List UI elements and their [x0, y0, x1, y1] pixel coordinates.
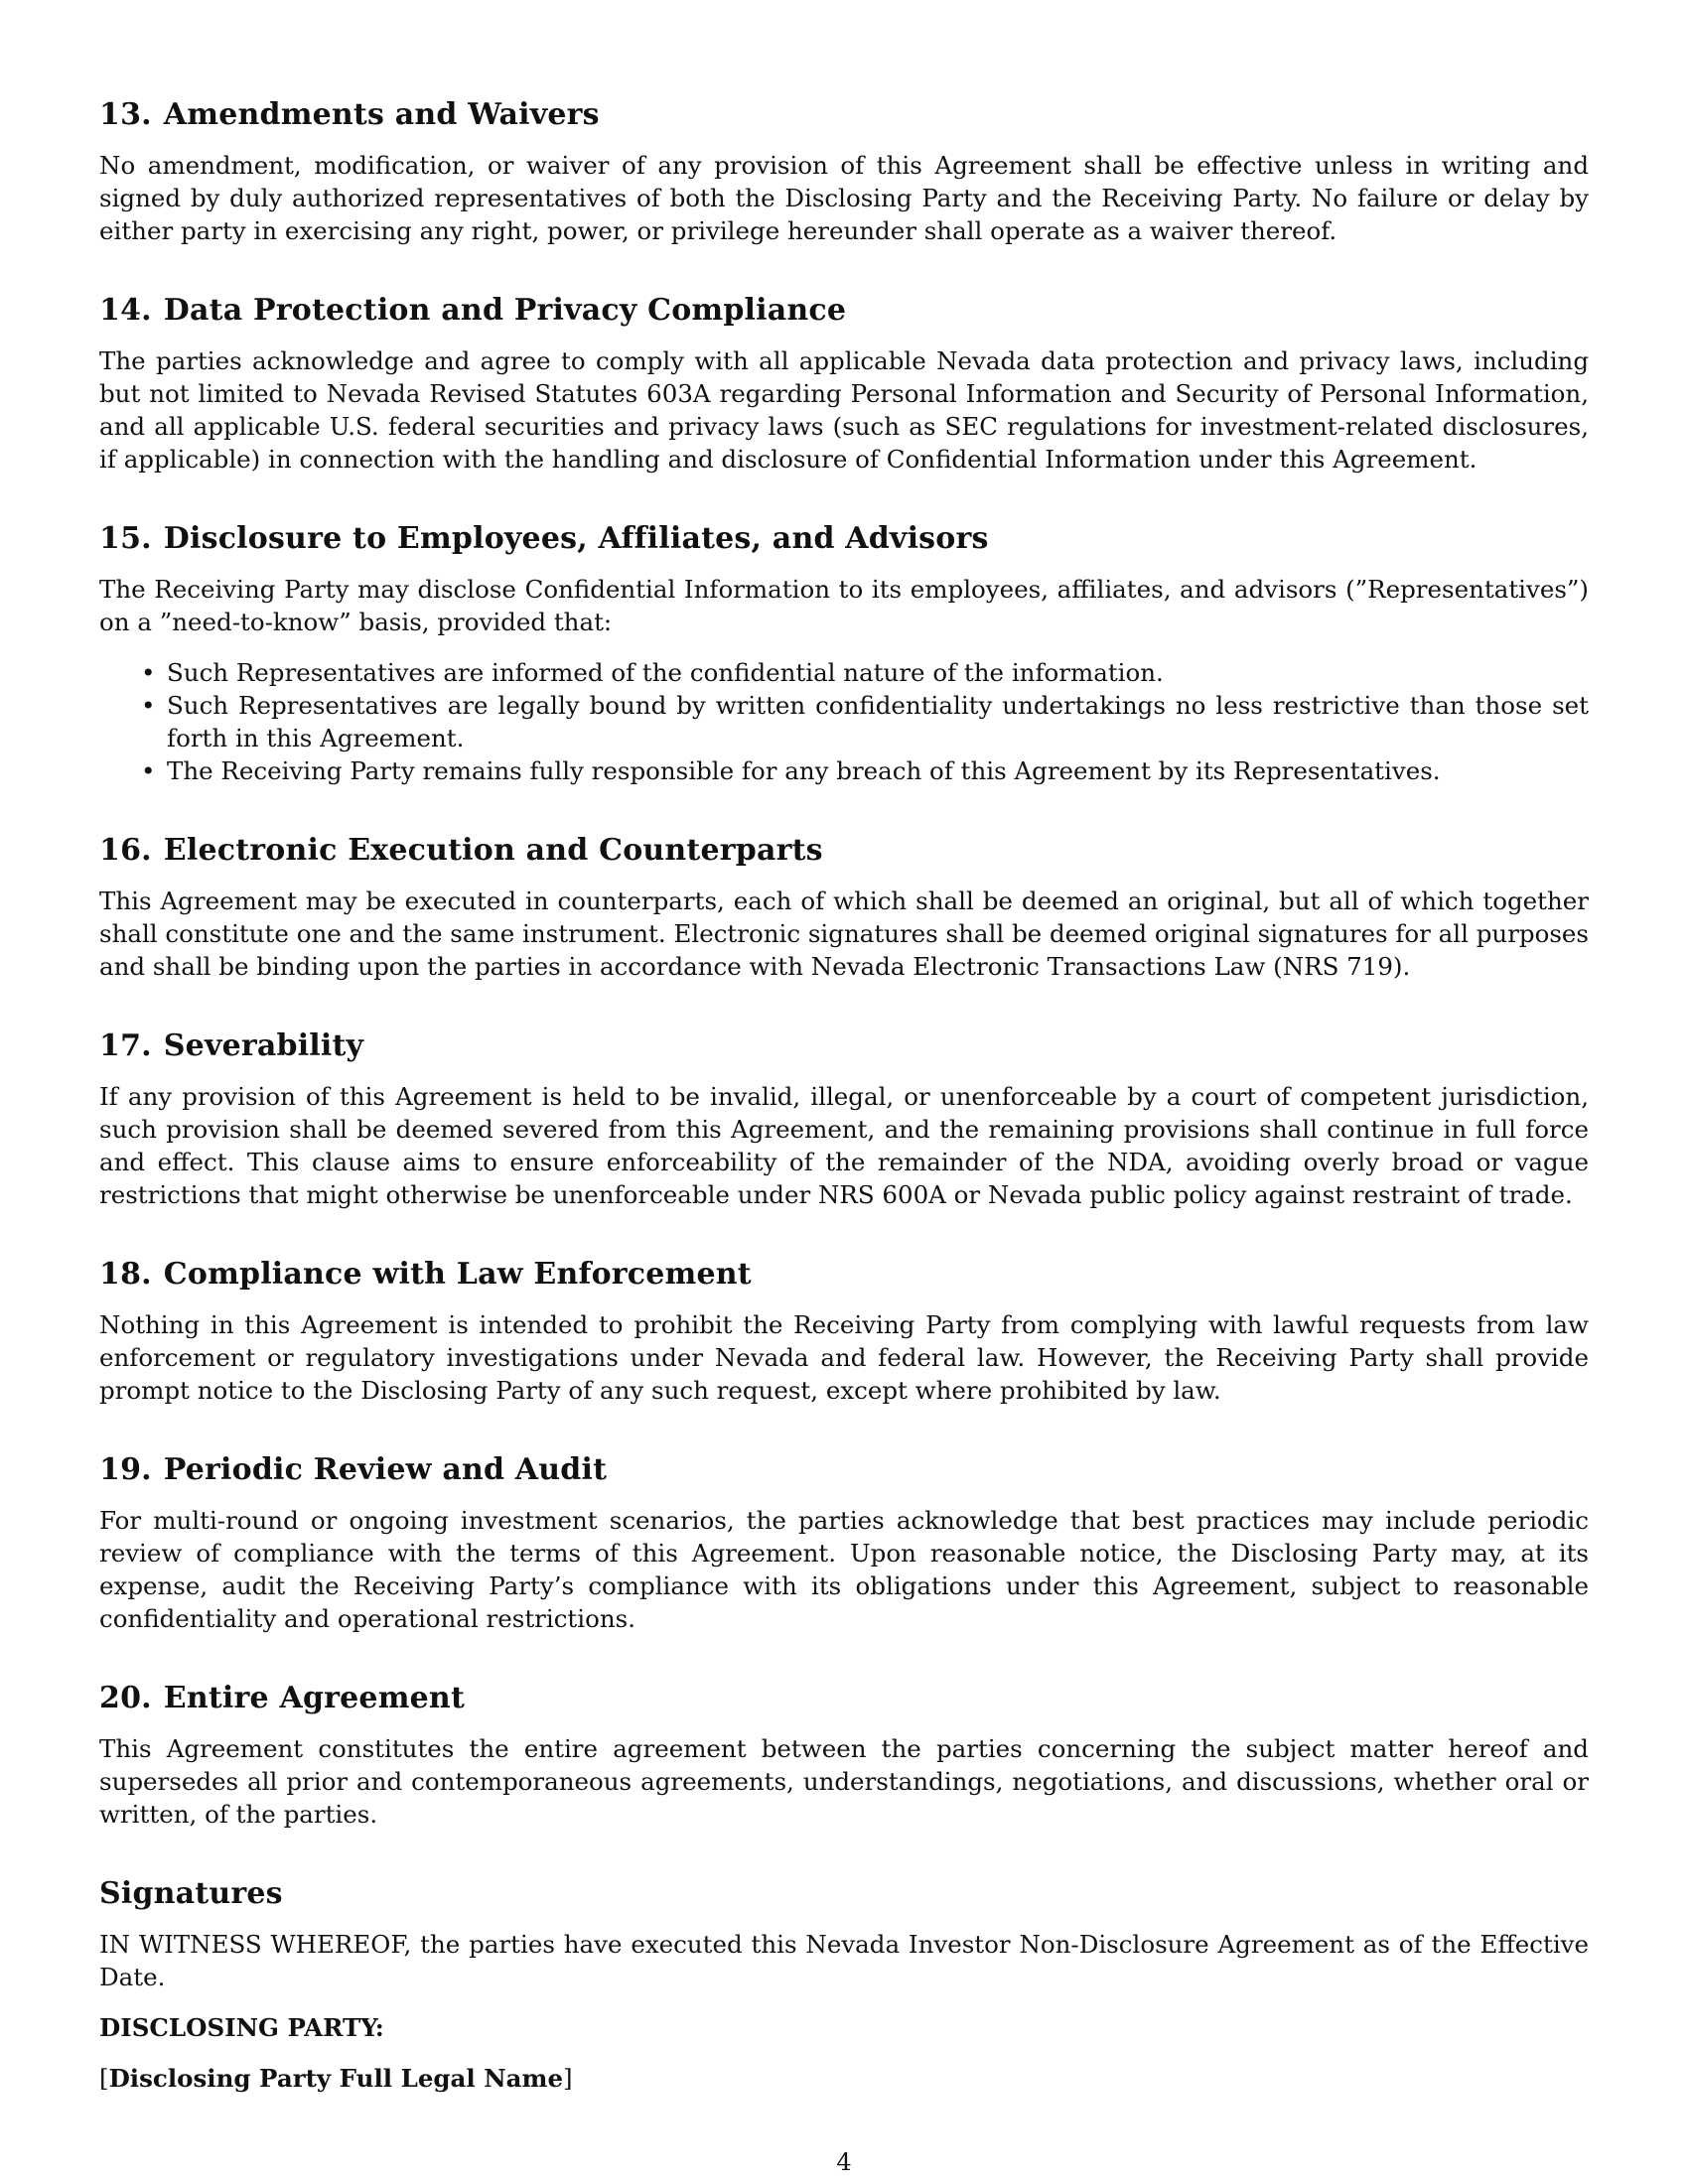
list-item-text: Such Representatives are informed of the confidential nature of the information. [167, 658, 1164, 687]
section-body: The Receiving Party may disclose Confidential Information to its employees, affiliates, and advisors (”Representatives”) on a ”need-to-know” basis, provided that: [99, 575, 1589, 636]
section-17 [99, 1026, 1589, 1211]
section-heading [99, 1679, 1589, 1718]
section-title: Periodic Review and Audit [163, 1452, 608, 1487]
section-heading [99, 1450, 1589, 1490]
section-number: 16. [99, 833, 152, 868]
signatures-intro: IN WITNESS WHEREOF, the parties have executed this Nevada Investor Non-Disclosure Agreement as of the Effective Date. [99, 1930, 1589, 1991]
bullet-icon: • [141, 756, 156, 785]
section-title: Data Protection and Privacy Compliance [163, 293, 847, 328]
section-14 [99, 291, 1589, 476]
section-number: 20. [99, 1681, 152, 1715]
disclosing-party-label: DISCLOSING PARTY: [99, 2013, 384, 2042]
section-number: 18. [99, 1257, 152, 1292]
section-heading [99, 95, 1589, 135]
section-title: Amendments and Waivers [163, 97, 600, 132]
bullet-list [99, 656, 1589, 787]
section-13 [99, 95, 1589, 247]
bracket-close: ] [563, 2064, 573, 2093]
section-heading [99, 519, 1589, 559]
section-18 [99, 1255, 1589, 1407]
section-body: The parties acknowledge and agree to comply with all applicable Nevada data protection and privacy laws, including but not limited to Nevada Revised Statutes 603A regarding Personal Information and Security of Personal Information, and all applicable U.S. federal securities and privacy laws (such as SEC regulations for investment-related disclosures, if applicable) in connection with the handling and disclosure of Confidential Information under this Agreement. [99, 346, 1589, 474]
section-heading [99, 831, 1589, 871]
page-number: 4 [836, 2148, 852, 2176]
section-body: No amendment, modification, or waiver of any provision of this Agreement shall be effective unless in writing and signed by duly authorized representatives of both the Disclosing Party and the Receiving Party. No failure or delay by either party in exercising any right, power, or privilege hereunder shall operate as a waiver thereof. [99, 151, 1589, 245]
section-number: 14. [99, 293, 152, 328]
signatures-heading: Signatures [99, 1876, 283, 1911]
bullet-icon: • [141, 658, 156, 687]
list-item [141, 754, 1589, 787]
section-number: 13. [99, 97, 152, 132]
document-page [99, 95, 1589, 2138]
section-16 [99, 831, 1589, 983]
section-body: This Agreement may be executed in counterparts, each of which shall be deemed an original, but all of which together shall constitute one and the same instrument. Electronic signatures shall be deemed original signatures for all purposes and shall be binding upon the parties in accordance with Nevada Electronic Transactions Law (NRS 719). [99, 887, 1589, 981]
section-number: 19. [99, 1452, 152, 1487]
list-item [141, 689, 1589, 754]
section-title: Disclosure to Employees, Affiliates, and Advisors [163, 521, 989, 556]
disclosing-party-name-placeholder: Disclosing Party Full Legal Name [108, 2064, 564, 2093]
section-title: Severability [163, 1028, 364, 1063]
list-item-text: Such Representatives are legally bound by written confidentiality undertakings no less restrictive than those set forth in this Agreement. [167, 691, 1589, 752]
section-number: 17. [99, 1028, 152, 1063]
section-heading [99, 291, 1589, 331]
section-body: For multi-round or ongoing investment scenarios, the parties acknowledge that best practices may include periodic review of compliance with the terms of this Agreement. Upon reasonable notice, the Disclosing Party may, at its expense, audit the Receiving Party’s compliance with its obligations under this Agreement, subject to reasonable confidentiality and operational restrictions. [99, 1506, 1589, 1633]
section-number: 15. [99, 521, 152, 556]
section-heading [99, 1255, 1589, 1295]
section-15 [99, 519, 1589, 787]
section-body: If any provision of this Agreement is held to be invalid, illegal, or unenforceable by a court of competent jurisdiction, such provision shall be deemed severed from this Agreement, and the remaining provisions shall continue in full force and effect. This clause aims to ensure enforceability of the remainder of the NDA, avoiding overly broad or vague restrictions that might otherwise be unenforceable under NRS 600A or Nevada public policy against restraint of trade. [99, 1082, 1589, 1209]
list-item-text: The Receiving Party remains fully responsible for any breach of this Agreement by its Representatives. [167, 756, 1441, 785]
section-title: Electronic Execution and Counterparts [163, 833, 823, 868]
signatures-section [99, 1874, 1589, 2095]
section-body: This Agreement constitutes the entire agreement between the parties concerning the subject matter hereof and supersedes all prior and contemporaneous agreements, understandings, negotiations, and discussions, whether oral or written, of the parties. [99, 1734, 1589, 1829]
section-20 [99, 1679, 1589, 1831]
section-19 [99, 1450, 1589, 1635]
list-item [141, 656, 1589, 689]
section-body: Nothing in this Agreement is intended to prohibit the Receiving Party from complying with lawful requests from law enforcement or regulatory investigations under Nevada and federal law. However, the Receiving Party shall provide prompt notice to the Disclosing Party of any such request, except where prohibited by law. [99, 1310, 1589, 1405]
disclosing-party-name [99, 2062, 1589, 2095]
section-title: Compliance with Law Enforcement [163, 1257, 752, 1292]
section-title: Entire Agreement [163, 1681, 465, 1715]
bracket-open: [ [99, 2064, 109, 2093]
bullet-icon: • [141, 691, 156, 720]
section-heading [99, 1026, 1589, 1066]
